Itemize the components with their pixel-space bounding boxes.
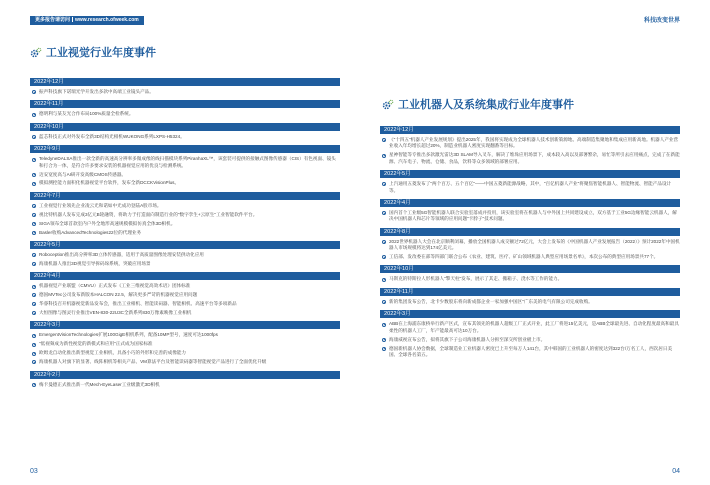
- event-group: [380, 126, 680, 165]
- event-item: [380, 210, 680, 223]
- gear-icon: [30, 46, 42, 58]
- bullet-icon: [32, 343, 36, 347]
- event-text: SIGA领布全球首款室内户外全地形高速规模模拟仿真全体3D相机。: [39, 220, 176, 226]
- event-text: 工信部、发改委在部等四部门联合公布《农业、建筑、医疗、矿山领域机器人典型应用场景名单》，本次公布的典型应用场景共77个。: [389, 254, 659, 260]
- event-text: 德明利与某友光合作布局100%质量全检系统。: [39, 111, 134, 117]
- event-group: [380, 228, 680, 261]
- date-header: 2022年2月: [30, 371, 340, 379]
- event-text: ABB在上海浦东康桥举行新产区式，宣布其领先的机器人超级工厂正式开业，此工厂将进15亿美元，是ABB全球最先进、自动化程度最高和最具柔性的机器人工厂，年产能最高可达10万台。: [389, 321, 679, 333]
- page-number-right: 04: [672, 468, 680, 475]
- event-item: [380, 137, 680, 150]
- event-item: [380, 276, 680, 282]
- bullet-icon: [32, 383, 36, 387]
- event-text: Roboception推出高分辨率3D立体传感器，适用于高质量图像处理安装供动化应用: [39, 251, 204, 257]
- right-title-text: 工业机器人及系统集成行业年度事件: [398, 99, 574, 111]
- event-text: 蓝芯科技正式对外发布全新3D结构光相机WUKONG系列LXPS-H5324。: [39, 133, 185, 139]
- event-text: 海康机器人对旗下的显著、线阵相机等相关产品、VM算法平台及智能读码器等智能视觉产品进行了全面优化升级: [39, 359, 267, 365]
- event-item: [30, 89, 340, 95]
- event-text: 欧姆龙自动化推出新型视觉工业相机，具备小巧的外形和完善的成像能力: [39, 350, 187, 356]
- bullet-icon: [32, 173, 36, 177]
- event-item: [30, 332, 340, 338]
- event-group: [30, 241, 340, 267]
- event-item: [380, 181, 680, 194]
- event-item: [30, 283, 340, 289]
- left-event-list: [30, 78, 340, 393]
- bullet-icon: [382, 182, 386, 186]
- event-text: 国内首个工业级5G智能机器人联合实验室落成并投用，该实验室将在机器人与中外国上共同建设成立，双方基于工业5G边缘智能云机器人，解决中国机器人和芯片等领域的应用问题"卡脖子"技术问题。: [389, 209, 677, 222]
- event-text: 迈安宽度高与AI研开发高级CMOS传感器。: [39, 171, 127, 177]
- event-item: [30, 252, 340, 258]
- bullet-icon: [32, 213, 36, 217]
- event-item: [30, 180, 340, 186]
- event-text: 星神智能等专推出多款激光雷达3D SLAM导入叉车，解决了堆垛应用场景下，成本较入高以及部署繁杂，易忙等所引去应用痛点，完成了在新能源、汽车电子、物流、仓储、食品，饮料等众多领域的部署应用。: [389, 152, 680, 164]
- event-group: [30, 272, 340, 316]
- bullet-icon: [32, 302, 36, 306]
- event-group: [380, 288, 680, 305]
- event-item: [30, 134, 340, 140]
- event-item: [380, 299, 680, 305]
- date-header: 2022年5月: [380, 170, 680, 178]
- event-item: [380, 152, 680, 165]
- date-header: 2022年10月: [380, 265, 680, 273]
- event-item: [30, 212, 340, 218]
- event-text: 2022世界机器人大会在北京顺利闭幕，播放全国机器人成交额过72亿元，大会上发布的《中国机器人产业发展报告（2022）》预计2022年中国机器人市场规模将达到174亿美元。: [389, 238, 680, 251]
- event-text: 梅卡曼德正式推出新一代Mech-EyeLaser工业级激光3D相机: [39, 381, 160, 387]
- bullet-icon: [32, 311, 36, 315]
- event-text: 新的集团发布公告，北卡少数股东将向新成都企业一家加强中国区"广东美的电气有限公司完成收购。: [389, 298, 593, 304]
- brand-slogan: 科技改变世界: [643, 18, 680, 24]
- brand-url[interactable]: www.research.ofweek.com: [75, 17, 139, 23]
- event-text: 马斯克的特斯拉人形机器人"擎天柱"发布，展示了其走、搬箱子、浇水等工作的能力。: [389, 276, 563, 282]
- bullet-icon: [382, 338, 386, 342]
- event-text: Basler收购AdvancedTechnologies22位的代理业务: [39, 229, 142, 235]
- bullet-icon: [32, 253, 36, 257]
- right-event-list: [380, 126, 680, 363]
- event-item: [30, 261, 340, 267]
- event-text: 模拟测控能力面积化机器视觉平台软件，发布全新DCCKVisionPlus。: [39, 180, 180, 186]
- event-group: [30, 100, 340, 117]
- event-group: [380, 265, 680, 282]
- bullet-icon: [382, 300, 386, 304]
- bullet-icon: [382, 154, 386, 158]
- event-item: [30, 350, 340, 356]
- bullet-icon: [382, 255, 386, 259]
- event-item: [380, 321, 680, 334]
- bullet-icon: [32, 182, 36, 186]
- event-item: [380, 239, 680, 252]
- event-text: 《"十四五"机器人产业发展规划》提出2025年，我国将实现成为全球机器人技术创新策源地、高端制造集聚地和集成应用新高地。机器人产业营业收入年均增长超过20%，制造业机器人密度实现翻番等目标。: [389, 137, 679, 149]
- event-item: [30, 111, 340, 117]
- date-header: 2022年5月: [30, 241, 340, 249]
- bullet-icon: [382, 240, 386, 244]
- bullet-icon: [32, 231, 36, 235]
- bullet-icon: [32, 360, 36, 364]
- bullet-icon: [32, 262, 36, 266]
- date-header: 2022年8月: [380, 228, 680, 236]
- event-item: [30, 292, 340, 298]
- bullet-icon: [32, 135, 36, 139]
- event-group: [30, 78, 340, 95]
- bullet-icon: [32, 222, 36, 226]
- event-text: 上汽通用五菱发布了"两个百万、五个百亿"——中国五菱新能源战略，其中，"百亿机器人产业"将聚焦智能机器人、智能物流、智能产品设计等。: [389, 181, 672, 193]
- bullet-icon: [32, 158, 36, 162]
- brand-separator: [72, 17, 73, 22]
- event-group: [380, 310, 680, 358]
- bullet-icon: [382, 347, 386, 351]
- event-item: [30, 172, 340, 178]
- date-header: 2022年4月: [30, 272, 340, 280]
- page-number-left: 03: [30, 468, 38, 475]
- bullet-icon: [32, 352, 36, 356]
- event-group: [380, 199, 680, 223]
- bullet-icon: [32, 285, 36, 289]
- date-header: 2022年11月: [380, 288, 680, 296]
- left-section-title: [30, 44, 156, 60]
- date-header: 2022年7月: [30, 192, 340, 200]
- bullet-icon: [32, 90, 36, 94]
- event-item: [380, 254, 680, 260]
- date-header: 2022年3月: [380, 310, 680, 318]
- event-item: [30, 382, 340, 388]
- right-section-title: [382, 96, 574, 112]
- event-text: "低视频成为新性视觉的新模式和应用"正式成为国家标准: [39, 341, 153, 347]
- event-text: TeledyneDALSA推出一款全新的高速高分辨率多微成像的线扫描模块系列PiranhaXL™，该套装可提供的接触式图像传感器（CIS）有色视面、镜头和打合为一体，是符合许多要求安装的机器视觉应用的优良与检测系统。: [39, 156, 336, 168]
- bullet-icon: [382, 278, 386, 282]
- event-text: 华睿科技召开机器视觉新品发布会，推出工业相机、智能读码器、智能相机、高速平台等多项新品: [39, 301, 237, 307]
- brand-label: 更多报告请访问: [35, 17, 71, 23]
- event-text: 德国新机器人协会数据，全球制造业工业机器人密度已上升至每万人141台，其中韩国的工业机器人的密度达到322台/万名工人，西次居日美国、全球各名第五。: [389, 345, 673, 357]
- bullet-icon: [382, 211, 386, 215]
- event-text: 工业视觉行业领先企业凌云光和诺如中光成功登陆A股市场。: [39, 202, 162, 208]
- date-header: 2022年9月: [30, 145, 340, 153]
- date-header: 2022年12月: [380, 126, 680, 134]
- event-group: [380, 170, 680, 194]
- bullet-icon: [32, 334, 36, 338]
- event-item: [30, 359, 340, 365]
- event-item: [30, 156, 340, 169]
- brand-tag[interactable]: [30, 16, 144, 25]
- event-group: [30, 321, 340, 365]
- date-header: 2022年4月: [380, 199, 680, 207]
- left-title-text: 工业视觉行业年度事件: [46, 47, 156, 59]
- event-item: [30, 203, 340, 209]
- event-group: [30, 123, 340, 140]
- event-item: [30, 301, 340, 307]
- event-text: 海康机器人推出3D视觉引导拆码垛系统，突破应用场景: [39, 260, 151, 266]
- event-text: 振声科技旗下诺瑞光学开发出多款中高端工业镜头产品。: [39, 89, 154, 94]
- event-text: 德国MVTec公司发布新版本HALCON 22.5，解决更多严苛的机器视觉应用问题: [39, 292, 198, 298]
- event-text: EmergentVisionTechnologies扩展100GigE相机系列，配备10MP型号，速度可达1000fps: [39, 332, 218, 338]
- event-text: 机器视觉产业联盟（CMVU）正式发布《工业三维视觉高效术语》团体标准: [39, 283, 191, 289]
- event-text: 视比特机器人发布完成3亿元B轮融资，将助力于打造面向制造行业的"数字孪生+云原生"工业智能软件平台。: [39, 211, 258, 217]
- event-text: 海康威视宣布公告，拟将其旗下子公司海康机器人分拆至深交所创业板上市。: [389, 336, 546, 342]
- event-item: [30, 221, 340, 227]
- event-group: [30, 371, 340, 388]
- gear-icon: [382, 98, 394, 110]
- event-item: [30, 230, 340, 236]
- event-item: [30, 310, 340, 316]
- bullet-icon: [32, 293, 36, 297]
- bullet-icon: [382, 138, 386, 142]
- event-item: [30, 341, 340, 347]
- date-header: 2022年10月: [30, 123, 340, 131]
- bullet-icon: [382, 323, 386, 327]
- bullet-icon: [32, 204, 36, 208]
- date-header: 2022年12月: [30, 78, 340, 86]
- date-header: 2022年11月: [30, 100, 340, 108]
- event-group: [30, 192, 340, 236]
- date-header: 2022年3月: [30, 321, 340, 329]
- event-group: [30, 145, 340, 187]
- event-item: [380, 337, 680, 343]
- event-text: 大恒图像与图灵行业推出VEN-830-22U3C全新系列830万像素映像工业相机: [39, 310, 192, 315]
- bullet-icon: [32, 113, 36, 117]
- top-bar: [0, 0, 710, 24]
- event-item: [380, 346, 680, 359]
